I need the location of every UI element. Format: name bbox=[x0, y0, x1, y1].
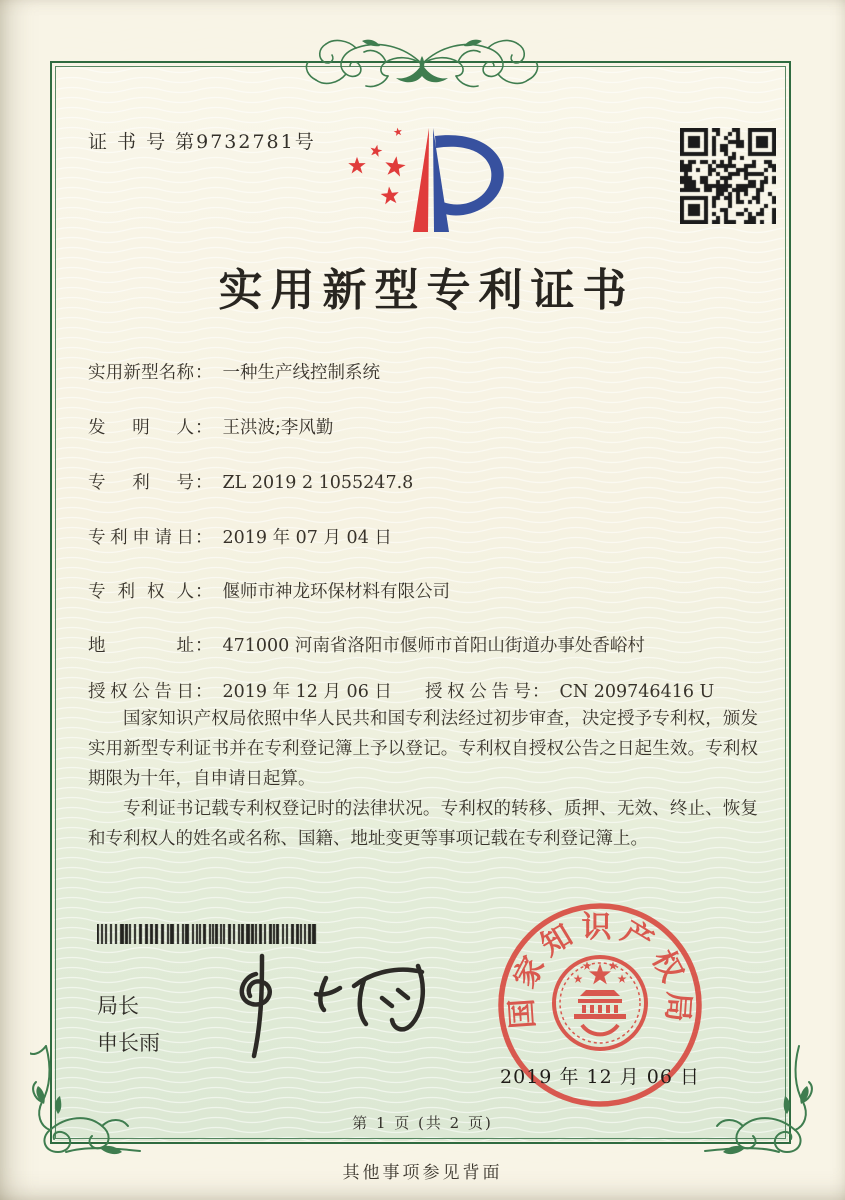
field-value: 471000 河南省洛阳市偃师市首阳山街道办事处香峪村 bbox=[222, 636, 645, 656]
field-row-patent-number: 专利号： ZL 2019 2 1055247.8 bbox=[88, 469, 413, 494]
field-label: 授权公告号 bbox=[425, 682, 531, 702]
qr-code bbox=[680, 128, 776, 224]
field-value: 一种生产线控制系统 bbox=[222, 363, 380, 383]
field-label: 授权公告日 bbox=[88, 682, 194, 702]
footer-note: 其他事项参见背面 bbox=[342, 1163, 503, 1183]
certificate-number: 证 书 号 第9732781号 bbox=[88, 131, 316, 153]
field-row-inventor: 发明人： 王洪波;李风勤 bbox=[88, 414, 333, 439]
page-number: 第 1 页 (共 2 页) bbox=[352, 1114, 493, 1132]
certificate-title: 实用新型专利证书 bbox=[218, 265, 635, 316]
legal-paragraph-1: 国家知识产权局依照中华人民共和国专利法经过初步审查，决定授予专利权，颁发实用新型专利证书并在专利登记簿上予以登记。专利权自授权公告之日起生效。专利权期限为十年，自申请日起算。 bbox=[88, 709, 758, 789]
legal-text bbox=[88, 704, 758, 854]
field-label: 地址 bbox=[88, 636, 194, 656]
field-row-grant: 授权公告日： 2019 年 12 月 06 日 授权公告号： CN 209746416 U bbox=[88, 678, 392, 703]
national-emblem-icon bbox=[554, 957, 646, 1049]
signature-handwritten bbox=[222, 948, 437, 1066]
field-value: ZL 2019 2 1055247.8 bbox=[222, 473, 414, 493]
logo-stars bbox=[348, 127, 406, 205]
seal-text: 国家知识产权局 bbox=[503, 910, 697, 1030]
field-row-grant-number: 授权公告号： CN 209746416 U bbox=[425, 678, 714, 703]
barcode bbox=[97, 924, 321, 944]
corner-flourish-right bbox=[701, 1042, 815, 1156]
field-label: 发明人 bbox=[88, 418, 194, 438]
field-label: 实用新型名称 bbox=[88, 363, 194, 383]
field-label: 专利号 bbox=[88, 473, 194, 493]
field-row-invention-name: 实用新型名称： 一种生产线控制系统 bbox=[88, 359, 380, 384]
field-value: 偃师市神龙环保材料有限公司 bbox=[222, 582, 450, 602]
signer-block bbox=[97, 988, 160, 1062]
logo-monogram bbox=[413, 128, 504, 232]
field-value: CN 209746416 U bbox=[559, 682, 715, 702]
cnipa-logo bbox=[343, 124, 523, 236]
field-row-address: 地址： 471000 河南省洛阳市偃师市首阳山街道办事处香峪村 bbox=[88, 632, 645, 657]
signer-title: 局长 bbox=[97, 994, 139, 1018]
field-row-filing-date: 专利申请日： 2019 年 07 月 04 日 bbox=[88, 524, 392, 549]
seal-date: 2019 年 12 月 06 日 bbox=[500, 1066, 700, 1088]
field-row-patentee: 专利权人： 偃师市神龙环保材料有限公司 bbox=[88, 578, 450, 603]
signer-name: 申长雨 bbox=[97, 1031, 160, 1055]
field-value: 2019 年 12 月 06 日 bbox=[222, 682, 392, 702]
field-label: 专利权人 bbox=[88, 582, 194, 602]
legal-paragraph-2: 专利证书记载专利权登记时的法律状况。专利权的转移、质押、无效、终止、恢复和专利权人的姓名或名称、国籍、地址变更等事项记载在专利登记簿上。 bbox=[88, 799, 758, 849]
top-flourish-ornament bbox=[292, 34, 552, 92]
field-value: 2019 年 07 月 04 日 bbox=[222, 528, 392, 548]
field-value: 王洪波;李风勤 bbox=[222, 418, 334, 438]
field-label: 专利申请日 bbox=[88, 528, 194, 548]
